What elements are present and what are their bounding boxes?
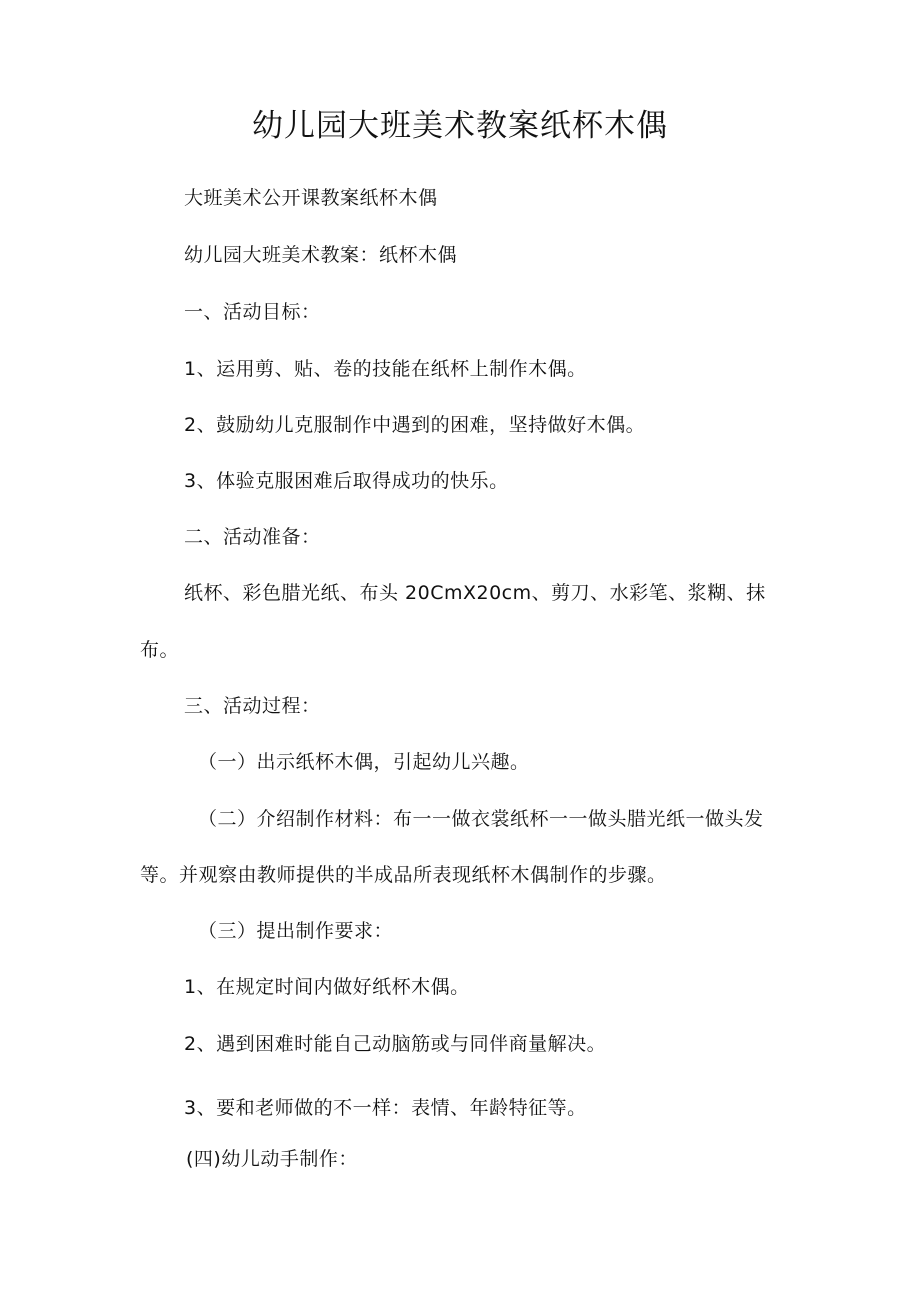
section-heading-goals: 一、活动目标： <box>184 301 321 323</box>
requirement-item: 1、在规定时间内做好纸杯木偶。 <box>184 976 470 998</box>
subtitle: 大班美术公开课教案纸杯木偶 <box>184 187 438 209</box>
requirement-item: 3、要和老师做的不一样：表情、年龄特征等。 <box>184 1097 587 1119</box>
process-step-3: （三）提出制作要求： <box>198 920 394 942</box>
goal-item: 3、体验克服困难后取得成功的快乐。 <box>184 470 509 492</box>
lesson-heading: 幼儿园大班美术教案：纸杯木偶 <box>184 244 458 266</box>
process-step-4: (四)幼儿动手制作： <box>186 1148 358 1170</box>
requirement-item: 2、遇到困难时能自己动脑筋或与同伴商量解决。 <box>184 1033 607 1055</box>
process-step-2-line-2: 等。并观察由教师提供的半成品所表现纸杯木偶制作的步骤。 <box>140 864 667 886</box>
goal-item: 2、鼓励幼儿克服制作中遇到的困难，坚持做好木偶。 <box>184 414 646 436</box>
goal-item: 1、运用剪、贴、卷的技能在纸杯上制作木偶。 <box>184 358 587 380</box>
process-step-1: （一）出示纸杯木偶，引起幼儿兴趣。 <box>198 751 530 773</box>
materials-line-2: 布。 <box>140 639 180 661</box>
section-heading-preparation: 二、活动准备： <box>184 526 321 548</box>
process-step-2-line-1: （二）介绍制作材料：布一一做衣裳纸杯一一做头腊光纸一做头发 <box>198 808 764 830</box>
materials-line-1: 纸杯、彩色腊光纸、布头 20CmX20cm、剪刀、水彩笔、浆糊、抹 <box>184 582 766 604</box>
section-heading-process: 三、活动过程： <box>184 695 321 717</box>
document-title: 幼儿园大班美术教案纸杯木偶 <box>252 108 668 144</box>
